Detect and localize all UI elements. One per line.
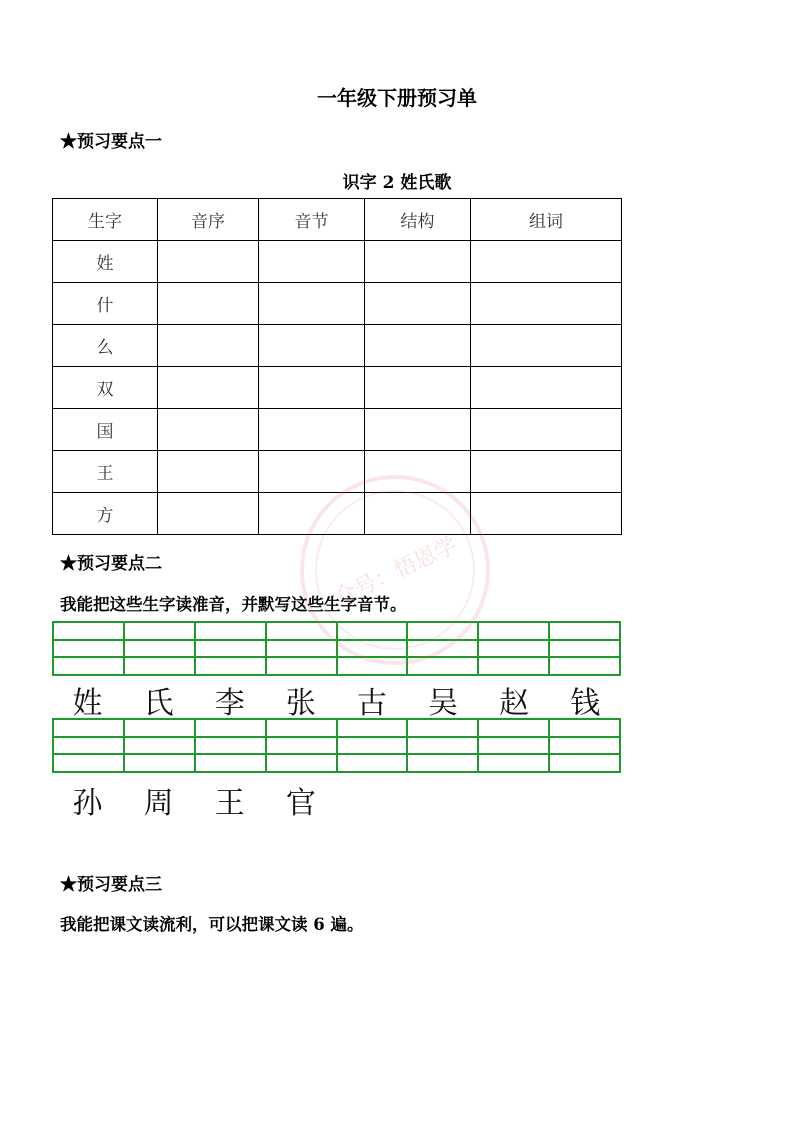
section2-heading: ★预习要点二 [60,554,162,574]
answer-cell[interactable] [365,409,471,451]
character-table [52,198,622,535]
pinyin-writing-grid[interactable] [52,718,621,773]
grid-cell[interactable] [54,720,125,771]
grid-cell[interactable] [125,623,196,674]
table-header-row [53,199,622,241]
grid-cell[interactable] [196,720,267,771]
character-cell: 么 [53,325,158,367]
grid-cell[interactable] [479,720,550,771]
answer-cell[interactable] [259,409,365,451]
answer-cell[interactable] [158,409,259,451]
answer-cell[interactable] [471,451,622,493]
character-cell: 国 [53,409,158,451]
answer-cell[interactable] [158,241,259,283]
answer-cell[interactable] [158,493,259,535]
answer-cell[interactable] [158,325,259,367]
practice-character: 古 [356,686,387,721]
grid-cell[interactable] [267,720,338,771]
answer-cell[interactable] [259,325,365,367]
watermark-stamp [300,475,490,665]
answer-cell[interactable] [259,241,365,283]
grid-cell[interactable] [479,623,550,674]
answer-cell[interactable] [471,325,622,367]
character-cell: 双 [53,367,158,409]
header-cell: 生字 [53,199,158,241]
character-cell: 王 [53,451,158,493]
header-cell: 结构 [365,199,471,241]
section1-heading: ★预习要点一 [60,132,162,152]
grid-cell[interactable] [550,720,619,771]
grid-cell[interactable] [338,720,409,771]
answer-cell[interactable] [471,493,622,535]
practice-character: 赵 [499,686,530,721]
practice-character: 吴 [428,686,459,721]
character-row [52,678,621,722]
lesson-title: 识字 2 姓氏歌 [342,173,452,193]
answer-cell[interactable] [471,283,622,325]
grid-cell[interactable] [550,623,619,674]
practice-character: 氏 [143,686,174,721]
answer-cell[interactable] [259,367,365,409]
character-cell: 什 [53,283,158,325]
table-row [53,241,622,283]
answer-cell[interactable] [259,283,365,325]
practice-character: 张 [285,686,316,721]
section3-heading: ★预习要点三 [60,875,162,895]
answer-cell[interactable] [365,325,471,367]
section3-instruction: 我能把课文读流利，可以把课文读 6 遍。 [60,915,364,934]
answer-cell[interactable] [365,241,471,283]
answer-cell[interactable] [158,367,259,409]
answer-cell[interactable] [471,367,622,409]
grid-cell[interactable] [408,720,479,771]
header-cell: 音序 [158,199,259,241]
watermark-text: 众号：悟恩学 [330,532,461,612]
answer-cell[interactable] [471,241,622,283]
grid-cell[interactable] [125,720,196,771]
header-cell: 音节 [259,199,365,241]
table-row [53,409,622,451]
character-cell: 姓 [53,241,158,283]
grid-cell[interactable] [196,623,267,674]
character-cell: 方 [53,493,158,535]
grid-cell[interactable] [54,623,125,674]
answer-cell[interactable] [471,409,622,451]
answer-cell[interactable] [365,367,471,409]
answer-cell[interactable] [158,283,259,325]
answer-cell[interactable] [365,283,471,325]
practice-character: 官 [285,786,316,821]
answer-cell[interactable] [158,451,259,493]
character-row [52,778,621,822]
page-title: 一年级下册预习单 [317,86,477,110]
practice-character: 钱 [570,686,601,721]
section2-instruction: 我能把这些生字读准音，并默写这些生字音节。 [60,595,407,614]
practice-character: 王 [214,786,245,821]
practice-character: 李 [214,686,245,721]
table-row [53,283,622,325]
table-row [53,325,622,367]
practice-character: 孙 [72,786,103,821]
table-row [53,367,622,409]
practice-character: 姓 [72,686,103,721]
table-row [53,451,622,493]
header-cell: 组词 [471,199,622,241]
practice-character: 周 [143,786,174,821]
